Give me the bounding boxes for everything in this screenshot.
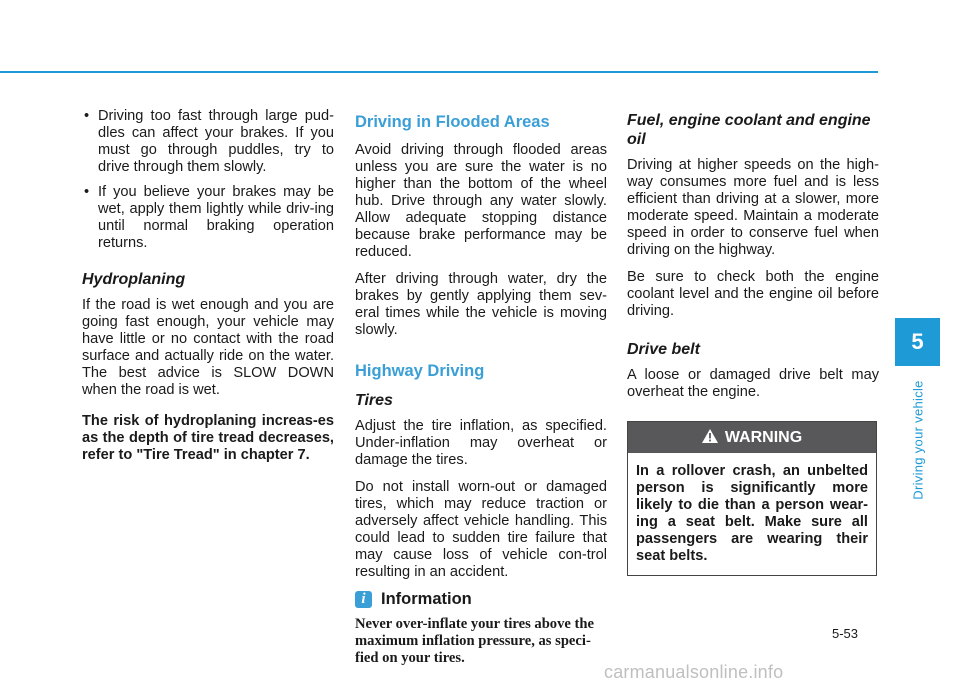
tires-paragraph-1: Adjust the tire inflation, as specified. Under-inflation may overheat or damage the tires.: [355, 418, 607, 468]
flooded-areas-heading: Driving in Flooded Areas: [355, 113, 550, 131]
fuel-heading: Fuel, engine coolant and engine oil: [627, 112, 871, 148]
column-right: [627, 108, 879, 576]
information-header: [355, 591, 607, 608]
hydroplaning-paragraph: If the road is wet enough and you are going fast enough, your vehicle may have little or no contact with the road surface and actually ride on the water. The best advice is SLOW DOWN when the road is wet.: [82, 297, 334, 398]
watermark: carmanualsonline.info: [604, 662, 784, 682]
flooded-paragraph-1: Avoid driving through flooded areas unless you are sure the water is no higher than the bottom of the wheel hub. Drive through any water slowly. Allow adequate stopping distance because brake performance may be reduced.: [355, 142, 607, 260]
chapter-title: Driving your vehicle: [910, 380, 926, 500]
warning-text: In a rollover crash, an unbelted person is significantly more likely to die than a person wear-ing a seat belt. Make sure all passengers are wearing their seat belts.: [636, 463, 868, 564]
hydroplaning-heading: Hydroplaning: [82, 271, 186, 288]
warning-header: [628, 422, 876, 453]
drive-belt-heading: Drive belt: [627, 341, 700, 358]
column-left: [82, 108, 334, 474]
warning-box: [627, 421, 877, 576]
warning-label: WARNING: [724, 429, 803, 446]
bullet-item: • If you believe your brakes may be wet, apply them lightly while driv-ing until normal braking operation returns.: [82, 184, 334, 252]
fuel-paragraph-2: Be sure to check both the engine coolant level and the engine oil before driving.: [627, 269, 879, 319]
information-title: Information: [381, 590, 472, 608]
bullet-item: • Driving too fast through large pud-dles can affect your brakes. If you must go through puddles, try to drive through them slowly.: [82, 108, 334, 176]
tires-heading: Tires: [355, 392, 393, 409]
bullet-list: [82, 108, 334, 252]
flooded-paragraph-2: After driving through water, dry the brakes by gently applying them sev-eral times while the vehicle is moving slowly.: [355, 271, 607, 338]
warning-triangle-icon: [702, 429, 718, 447]
tires-paragraph-2: Do not install worn-out or damaged tires, which may reduce traction or adversely affect vehicle handling. This could lead to sudden tire failure that may cause loss of vehicle con-trol resulting in an accident.: [355, 479, 607, 580]
page-number: 5-53: [832, 626, 859, 641]
hydroplaning-bold-paragraph: The risk of hydroplaning increas-es as the depth of tire tread decreases, refer to "Tire Tread" in chapter 7.: [82, 413, 334, 463]
info-icon: i: [355, 591, 372, 608]
column-middle: [355, 108, 607, 667]
top-rule: [0, 71, 878, 73]
chapter-number-tab: 5: [895, 318, 940, 366]
highway-driving-heading: Highway Driving: [355, 362, 485, 380]
fuel-paragraph-1: Driving at higher speeds on the high-way consumes more fuel and is less efficient than driving at a slower, more moderate speed. Maintain a moderate speed in order to conserve fuel when driving on the highway.: [627, 157, 879, 258]
drive-belt-paragraph: A loose or damaged drive belt may overheat the engine.: [627, 367, 879, 400]
information-text: Never over-inflate your tires above the maximum inflation pressure, as speci-fied on your tires.: [355, 616, 594, 666]
